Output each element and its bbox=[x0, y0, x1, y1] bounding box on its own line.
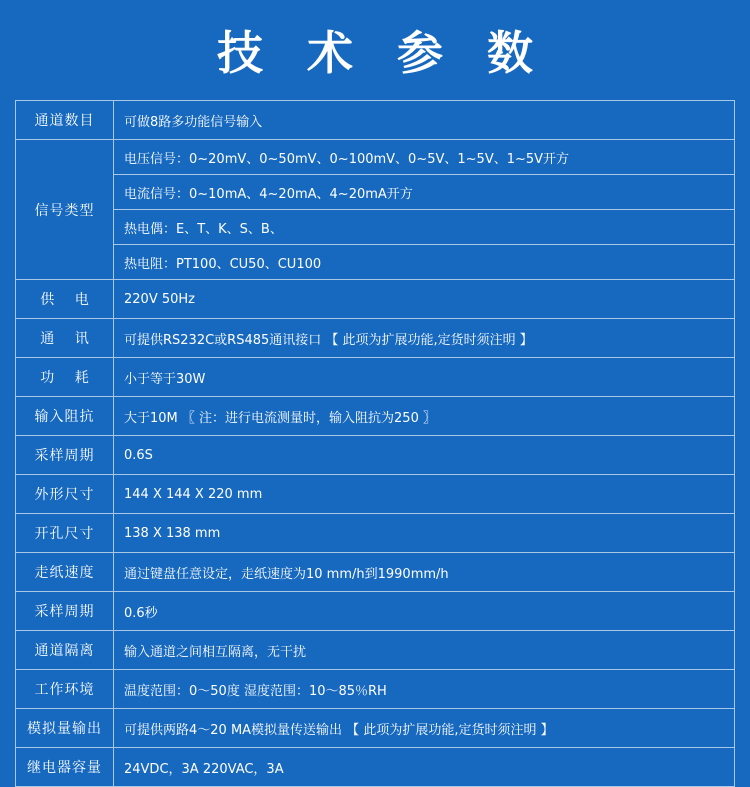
row-label: 通道数目 bbox=[16, 101, 114, 140]
table-row bbox=[16, 631, 735, 670]
row-value: 通过键盘任意设定，走纸速度为10 mm/h到1990mm/h bbox=[114, 553, 735, 592]
row-value-group bbox=[114, 140, 735, 280]
table-row bbox=[16, 592, 735, 631]
table-row bbox=[16, 475, 735, 514]
signal-type-list bbox=[114, 140, 734, 279]
signal-type-current: 电流信号：0~10mA、4~20mA、4~20mA开方 bbox=[114, 175, 734, 210]
row-label: 功 耗 bbox=[16, 358, 114, 397]
table-row bbox=[16, 748, 735, 787]
row-label: 供 电 bbox=[16, 280, 114, 319]
row-value: 可做8路多功能信号输入 bbox=[114, 101, 735, 140]
signal-type-voltage: 电压信号：0~20mV、0~50mV、0~100mV、0~5V、1~5V、1~5V开方 bbox=[114, 140, 734, 175]
specifications-table bbox=[15, 100, 735, 787]
row-value: 138 X 138 mm bbox=[114, 514, 735, 553]
table-row bbox=[16, 319, 735, 358]
row-value: 可提供RS232C或RS485通讯接口 【 此项为扩展功能,定货时须注明 】 bbox=[114, 319, 735, 358]
row-label: 通 讯 bbox=[16, 319, 114, 358]
row-label: 采样周期 bbox=[16, 592, 114, 631]
row-label: 走纸速度 bbox=[16, 553, 114, 592]
row-value: 0.6S bbox=[114, 436, 735, 475]
list-item bbox=[114, 140, 734, 175]
table-row bbox=[16, 553, 735, 592]
row-label: 信号类型 bbox=[16, 140, 114, 280]
table-row bbox=[16, 514, 735, 553]
row-label: 工作环境 bbox=[16, 670, 114, 709]
row-label: 继电器容量 bbox=[16, 748, 114, 787]
row-value: 输入通道之间相互隔离，无干扰 bbox=[114, 631, 735, 670]
page-title-bar bbox=[0, 0, 750, 100]
row-value: 温度范围：0～50度 湿度范围：10～85％RH bbox=[114, 670, 735, 709]
row-value: 小于等于30W bbox=[114, 358, 735, 397]
table-row bbox=[16, 101, 735, 140]
row-value: 24VDC，3A 220VAC，3A bbox=[114, 748, 735, 787]
list-item bbox=[114, 245, 734, 280]
row-label: 输入阻抗 bbox=[16, 397, 114, 436]
row-value: 144 X 144 X 220 mm bbox=[114, 475, 735, 514]
signal-type-thermocouple: 热电偶：E、T、K、S、B、 bbox=[114, 210, 734, 245]
row-value: 可提供两路4～20 MA模拟量传送输出 【 此项为扩展功能,定货时须注明 】 bbox=[114, 709, 735, 748]
table-row bbox=[16, 358, 735, 397]
list-item bbox=[114, 175, 734, 210]
list-item bbox=[114, 210, 734, 245]
row-label: 开孔尺寸 bbox=[16, 514, 114, 553]
table-row bbox=[16, 140, 735, 280]
table-row bbox=[16, 397, 735, 436]
page-title: 技 术 参 数 bbox=[216, 26, 548, 80]
signal-type-rtd: 热电阻：PT100、CU50、CU100 bbox=[124, 256, 322, 272]
table-row bbox=[16, 280, 735, 319]
row-label: 通道隔离 bbox=[16, 631, 114, 670]
table-row bbox=[16, 670, 735, 709]
row-value: 220V 50Hz bbox=[114, 280, 735, 319]
table-row bbox=[16, 436, 735, 475]
row-label: 外形尺寸 bbox=[16, 475, 114, 514]
row-label: 采样周期 bbox=[16, 436, 114, 475]
row-label: 模拟量输出 bbox=[16, 709, 114, 748]
row-value: 0.6秒 bbox=[114, 592, 735, 631]
row-value: 大于10M 〖 注：进行电流测量时，输入阻抗为250 〗 bbox=[114, 397, 735, 436]
table-row bbox=[16, 709, 735, 748]
